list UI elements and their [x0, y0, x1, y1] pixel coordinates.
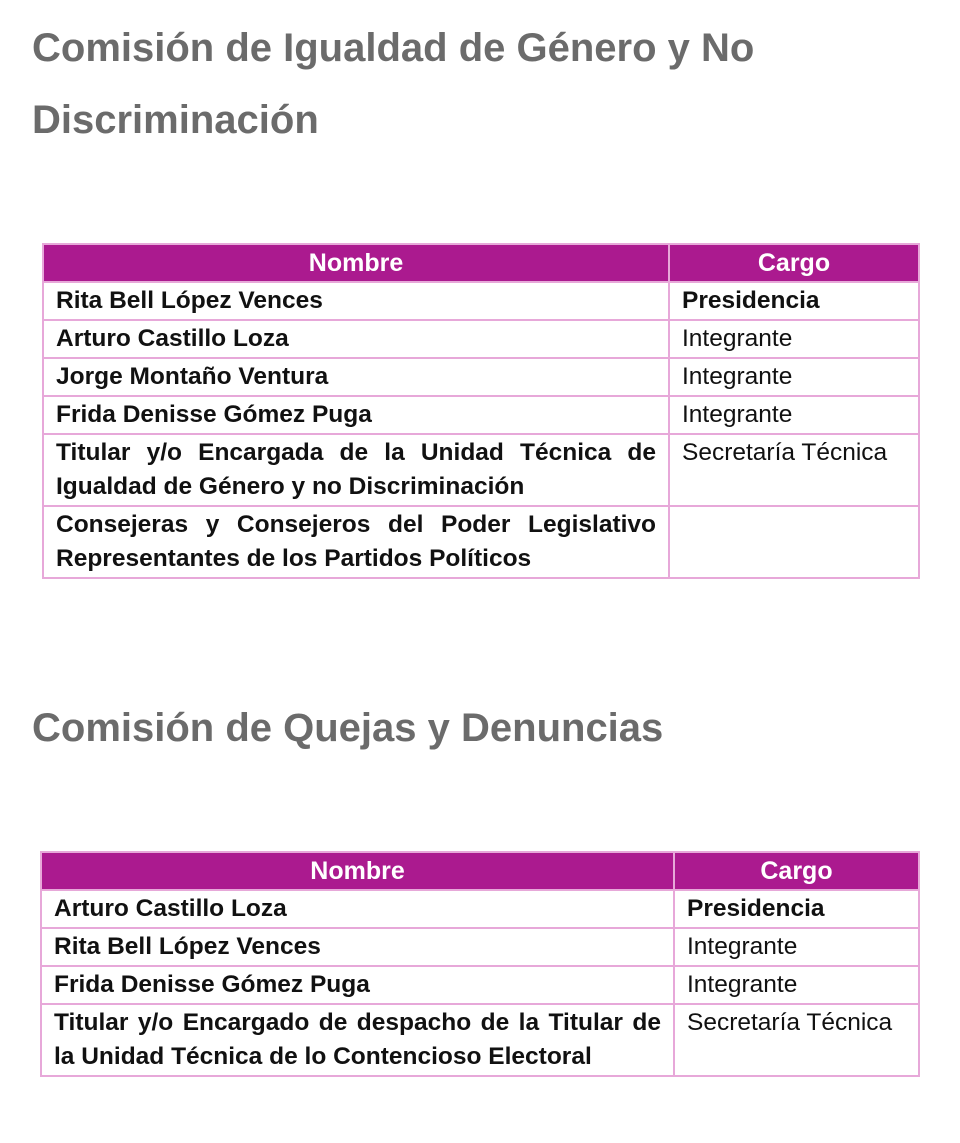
table-row	[43, 282, 919, 320]
table-row	[41, 928, 919, 966]
member-role: Secretaría Técnica	[669, 434, 919, 506]
column-header-cargo: Cargo	[674, 852, 919, 890]
column-header-nombre: Nombre	[41, 852, 674, 890]
member-name: Arturo Castillo Loza	[43, 320, 669, 358]
member-name: Titular y/o Encargado de despacho de la Titular de la Unidad Técnica de lo Contencioso Electoral	[41, 1004, 674, 1076]
table-header-row	[41, 852, 919, 890]
column-header-cargo: Cargo	[669, 244, 919, 282]
member-name: Frida Denisse Gómez Puga	[41, 966, 674, 1004]
member-name	[43, 506, 669, 578]
member-role: Integrante	[669, 358, 919, 396]
member-role: Integrante	[669, 396, 919, 434]
member-role: Integrante	[674, 966, 919, 1004]
table-row	[43, 506, 919, 578]
member-name: Jorge Montaño Ventura	[43, 358, 669, 396]
member-name-line: Representantes de los Partidos Políticos	[56, 545, 532, 572]
member-role	[669, 506, 919, 578]
table-row	[43, 320, 919, 358]
member-name: Rita Bell López Vences	[41, 928, 674, 966]
member-name: Titular y/o Encargada de la Unidad Técnica de Igualdad de Género y no Discriminación	[43, 434, 669, 506]
section-title-quejas: Comisión de Quejas y Denuncias	[32, 706, 664, 750]
member-name: Frida Denisse Gómez Puga	[43, 396, 669, 434]
members-table-quejas	[40, 851, 920, 1077]
table-header-row	[43, 244, 919, 282]
member-name: Arturo Castillo Loza	[41, 890, 674, 928]
table-row	[41, 890, 919, 928]
table-row	[43, 358, 919, 396]
section-title-igualdad: Comisión de Igualdad de Género y No Discriminación	[32, 26, 755, 142]
member-role: Integrante	[674, 928, 919, 966]
members-table-igualdad	[42, 243, 920, 579]
member-role: Presidencia	[669, 282, 919, 320]
table-row	[43, 396, 919, 434]
member-role: Presidencia	[674, 890, 919, 928]
member-name-line: Consejeras y Consejeros del Poder Legislativo	[56, 511, 656, 538]
member-name: Rita Bell López Vences	[43, 282, 669, 320]
column-header-nombre: Nombre	[43, 244, 669, 282]
table-row	[43, 434, 919, 506]
table-row	[41, 966, 919, 1004]
table-row	[41, 1004, 919, 1076]
member-role: Integrante	[669, 320, 919, 358]
member-role: Secretaría Técnica	[674, 1004, 919, 1076]
